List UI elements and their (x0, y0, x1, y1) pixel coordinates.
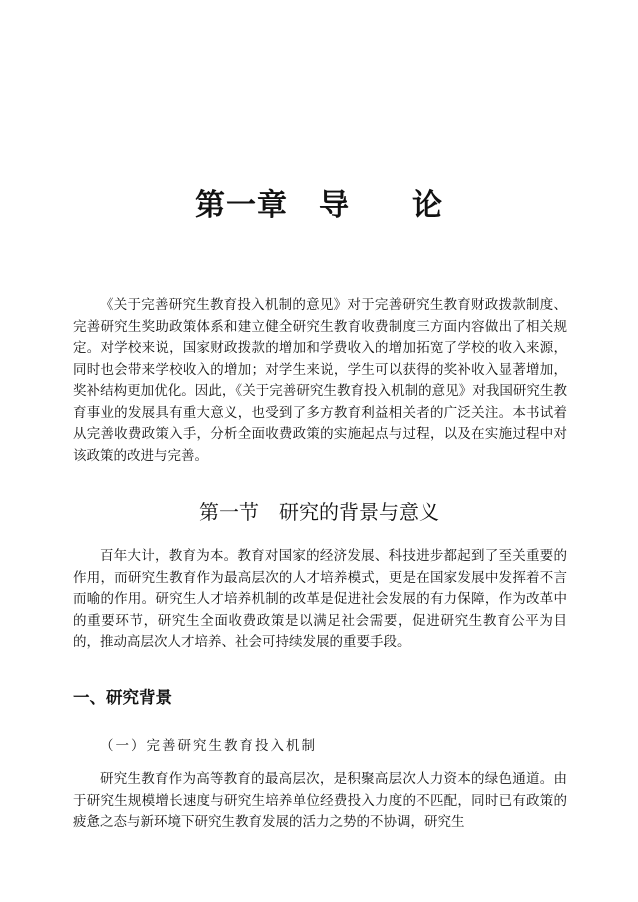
intro-paragraph: 《关于完善研究生教育投入机制的意见》对于完善研究生教育财政拨款制度、完善研究生奖助政策体系和建立健全研究生教育收费制度三方面内容做出了相关规定。对学校来说，国家财政拨款的增加和学费收入的增加拓宽了学校的收入来源，同时也会带来学校收入的增加；对学生来说，学生可以获得的奖补收入显著增加，奖补结构更加优化。因此，《关于完善研究生教育投入机制的意见》对我国研究生教育事业的发展具有重大意义，也受到了多方教育利益相关者的广泛关注。本书试着从完善收费政策入手，分析全面收费政策的实施起点与过程，以及在实施过程中对该政策的改进与完善。 (73, 297, 567, 464)
subsubsection-heading: （一）完善研究生教育投入机制 (100, 738, 317, 754)
section-title: 第一节 研究的背景与意义 (199, 500, 439, 524)
subsection-paragraph: 研究生教育作为高等教育的最高层次，是积聚高层次人力资本的绿色通道。由于研究生规模增长速度与研究生培养单位经费投入力度的不匹配，同时已有政策的疲惫之态与新环境下研究生教育发展的活力之势的不协调，研究生 (73, 771, 567, 830)
chapter-title: 第一章 导 论 (195, 188, 443, 223)
section-paragraph: 百年大计，教育为本。教育对国家的经济发展、科技进步都起到了至关重要的作用，而研究生教育作为最高层次的人才培养模式，更是在国家发展中发挥着不言而喻的作用。研究生人才培养机制的改革是促进社会发展的有力保障，作为改革中的重要环节，研究生全面收费政策是以满足社会需要，促进研究生教育公平为目的，推动高层次人才培养、社会可持续发展的重要手段。 (73, 548, 567, 650)
subsection-heading: 一、研究背景 (73, 688, 172, 707)
